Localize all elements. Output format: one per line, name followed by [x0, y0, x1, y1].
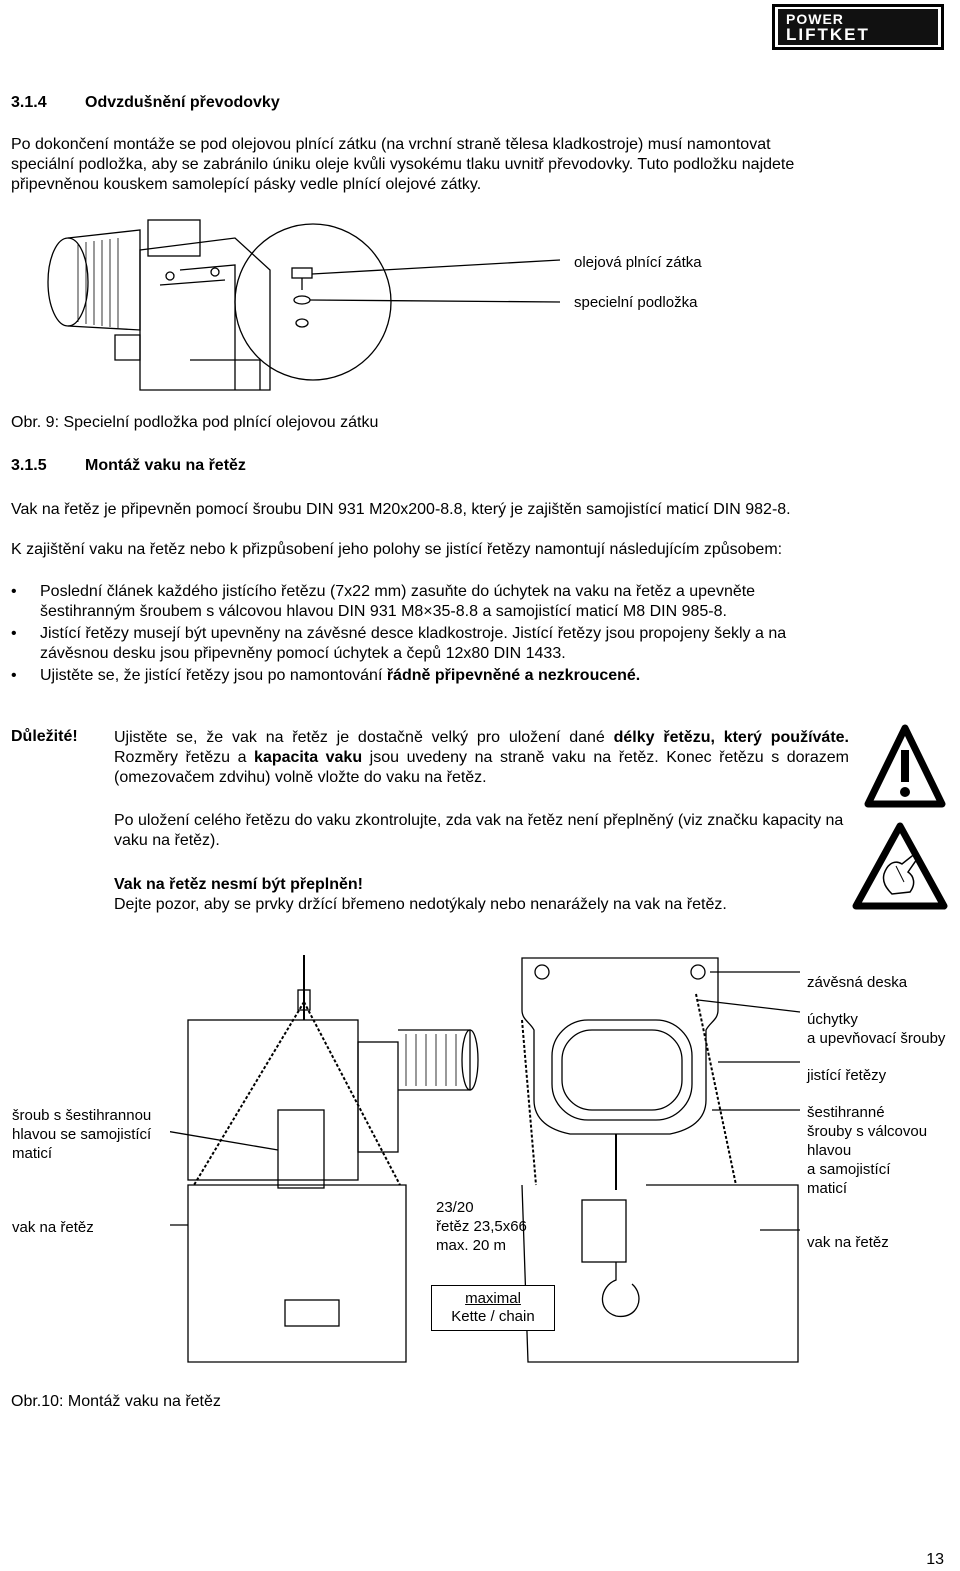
important-label: Důležité!	[11, 728, 78, 745]
section-number: 3.1.4	[11, 94, 47, 111]
label-line: maticí	[12, 1145, 53, 1162]
label-bag-capacity	[436, 1198, 546, 1255]
figure-10-caption: Obr.10: Montáž vaku na řetěz	[11, 1393, 221, 1410]
section-heading-314	[11, 94, 280, 112]
emphasis: Vak na řetěz nesmí být přeplněn!	[114, 876, 363, 893]
important-paragraph-1	[114, 728, 849, 788]
section-number: 3.1.5	[11, 457, 47, 474]
list-item-line: závěsnou desku jsou připevněny pomocí úchytek a čepů 12x80 DIN 1433.	[40, 645, 566, 662]
label-line: a upevňovací šrouby	[807, 1030, 946, 1047]
chain-bag-right	[522, 1185, 798, 1362]
important-paragraph-3	[114, 875, 849, 915]
label-line: šroub s šestihrannou	[12, 1107, 152, 1124]
page-number: 13	[926, 1551, 944, 1568]
label-line: úchytky	[807, 1011, 858, 1028]
warning-icon	[864, 724, 946, 810]
washer	[294, 296, 310, 304]
section-315-para2: K zajištění vaku na řetěz nebo k přizpůsobení jeho polohy se jistící řetězy namontují následujícím způsobem:	[11, 541, 783, 558]
chain-bag-left	[188, 1185, 406, 1362]
list-item-line: šestihranným šroubem s válcovou hlavou DIN 931 M8×35-8.8 a samojistící maticí M8 DIN 985-8.	[40, 603, 727, 620]
brand-logo	[772, 4, 944, 50]
label-oil-plug: olejová plnící zátka	[574, 254, 702, 271]
para-line: Po dokončení montáže se pod olejovou plnící zátku (na vrchní straně tělesa kladkostroje) musí namontovat	[11, 136, 771, 153]
label-brackets	[807, 1010, 957, 1048]
list-item	[11, 582, 940, 622]
section-title: Odvzdušnění převodovky	[85, 94, 280, 111]
text: Ujistěte se, že vak na řetěz je dostačně velký pro uložení dané	[114, 729, 614, 746]
label-line: hlavou se samojistící	[12, 1126, 152, 1143]
label-safety-chains: jistící řetězy	[807, 1067, 887, 1084]
bullet-icon: •	[11, 583, 17, 600]
label-line: a samojistící	[807, 1161, 891, 1178]
emphasis: kapacita vaku	[254, 749, 363, 766]
label-line: hlavou	[807, 1142, 852, 1159]
label-chain-bag-left: vak na řetěz	[12, 1219, 94, 1236]
label-line: Kette / chain	[451, 1308, 535, 1325]
label-hex-bolt	[12, 1106, 172, 1163]
bullet-icon: •	[11, 667, 17, 684]
plug	[292, 268, 312, 278]
emphasis: délky řetězu, který používáte.	[613, 729, 849, 746]
para-line: připevněnou kouskem samolepící pásky vedle plnící olejové zátky.	[11, 176, 482, 193]
text: jsou uvedeny na straně vaku na řetěz. Konec řetězu s dorazem (omezovačem zdvihu) volně vložte do vaku na řetěz.	[114, 749, 850, 786]
label-line: řetěz 23,5x66	[436, 1218, 527, 1235]
detail-circle	[235, 224, 391, 380]
para-line: speciální podložka, aby se zabránilo úniku oleje kvůli vysokému tlaku uvnitř převodovky. Tuto podložku najdete	[11, 156, 795, 173]
section-heading-315	[11, 457, 246, 475]
label-line: maticí	[807, 1180, 848, 1197]
label-line: šestihranné	[807, 1104, 885, 1121]
important-paragraph-2: Po uložení celého řetězu do vaku zkontrolujte, zda vak na řetěz není přeplněný (viz značku kapacity na vaku na řetěz).	[114, 812, 844, 849]
motor-end	[48, 238, 88, 326]
section-title: Montáž vaku na řetěz	[85, 457, 246, 474]
label-hex-screws	[807, 1103, 957, 1198]
list-item-line: Poslední článek každého jistícího řetězu (7x22 mm) zasuňte do úchytek na vaku na řetěz a upevněte	[40, 583, 756, 600]
label-max-chain-box	[431, 1285, 555, 1331]
figure-9-caption: Obr. 9: Specielní podložka pod plnící olejovou zátku	[11, 414, 379, 431]
label-special-washer: specielní podložka	[574, 294, 698, 311]
section-315-para1: Vak na řetěz je připevněn pomocí šroubu DIN 931 M20x200-8.8, který je zajištěn samojistící maticí DIN 982-8.	[11, 501, 791, 518]
list-item	[11, 666, 940, 686]
text: Rozměry řetězu a	[114, 749, 255, 766]
brand-line2: LIFTKET	[786, 25, 870, 44]
section-314-paragraph	[11, 135, 941, 195]
list-item-emphasis: řádně připevněné a nezkroucené.	[386, 667, 641, 684]
bullet-icon: •	[11, 625, 17, 642]
hoist-body-side	[188, 1020, 358, 1180]
label-chain-bag-right: vak na řetěz	[807, 1234, 889, 1251]
list-item-line: Jistící řetězy musejí být upevněny na závěsné desce kladkostroje. Jistící řetězy jsou propojeny šekly a na	[40, 625, 787, 642]
label-line: maximal	[465, 1290, 521, 1307]
label-line: šrouby s válcovou	[807, 1123, 928, 1140]
hand-crush-warning-icon	[852, 822, 948, 912]
list-item	[11, 624, 940, 664]
label-suspension-plate: závěsná deska	[807, 974, 908, 991]
hoist-figure-9	[20, 210, 580, 400]
brand-line1: POWER	[786, 11, 844, 27]
text: Dejte pozor, aby se prvky držící břemeno nedotýkaly nebo nenarážely na vak na řetěz.	[114, 896, 727, 913]
label-line: 23/20	[436, 1199, 474, 1216]
list-item-text: Ujistěte se, že jistící řetězy jsou po namontování	[40, 667, 387, 684]
hoist-body-front	[522, 958, 718, 1134]
label-line: max. 20 m	[436, 1237, 507, 1254]
